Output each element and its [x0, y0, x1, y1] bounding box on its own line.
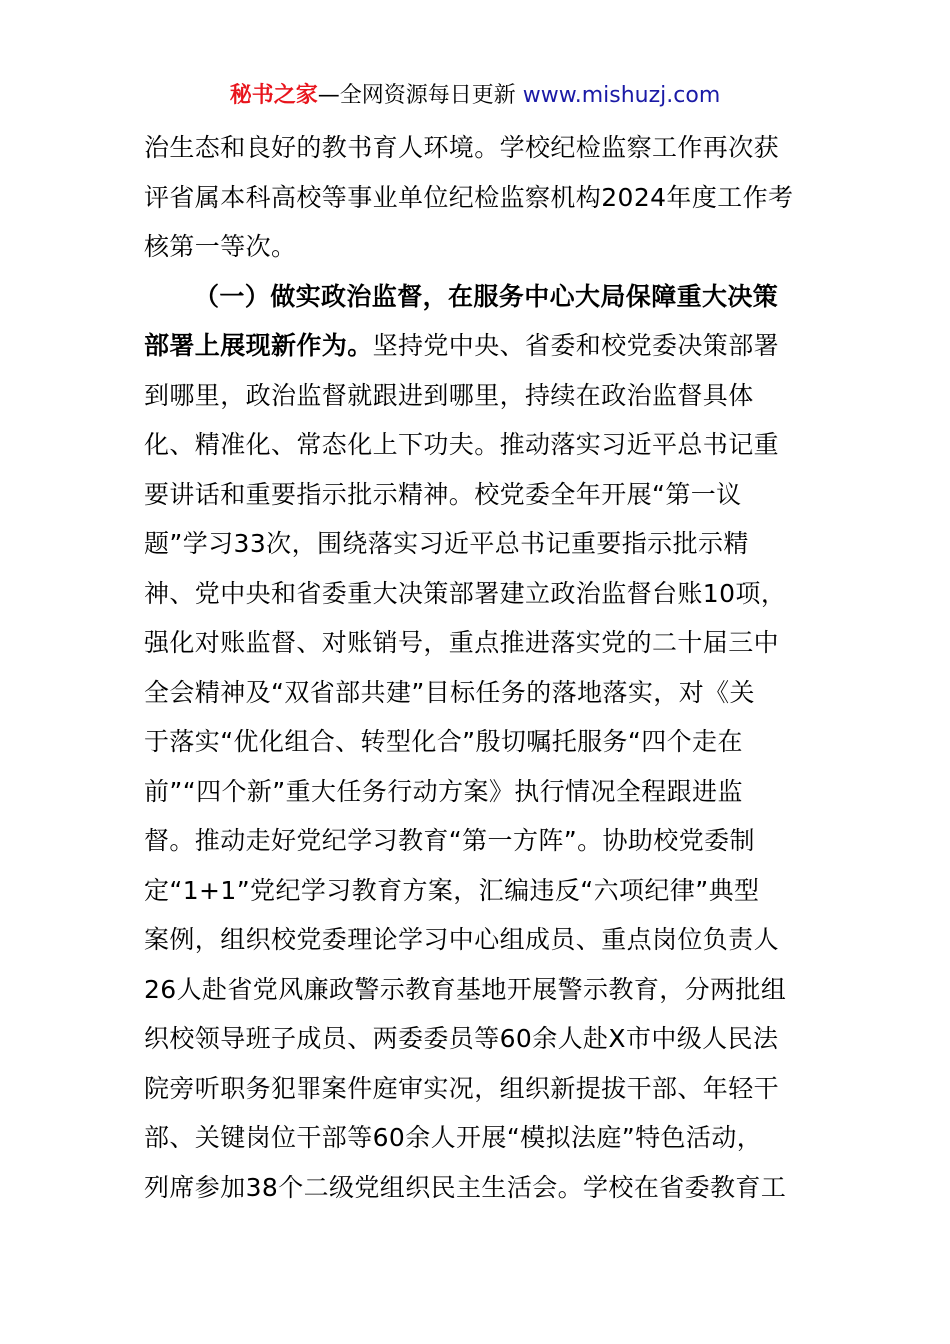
text-line: 核第一等次。 [144, 232, 297, 261]
text-line: 定“1+1”党纪学习教育方案，汇编违反“六项纪律”典型 [144, 875, 760, 905]
text-line: 列席参加38个二级党组织民主生活会。学校在省委教育工 [144, 1172, 787, 1202]
header-brand: 秘书之家 [229, 83, 318, 108]
text-line: 强化对账监督、对账销号，重点推进落实党的二十届三中 [144, 628, 780, 657]
text-line: 于落实“优化组合、转型化合”殷切嘱托服务“四个走在 [144, 727, 743, 756]
text-line: 到哪里，政治监督就跟进到哪里，持续在政治监督具体 [144, 380, 754, 410]
text-line [144, 321, 809, 371]
text-line: 要讲话和重要指示批示精神。校党委全年开展“第一议 [144, 479, 742, 509]
section-heading-cont: 部署上展现新作为。 [144, 331, 373, 360]
text-line: 部、关键岗位干部等60余人开展“模拟法庭”特色活动， [144, 1123, 763, 1152]
text-line: 题”学习33次，围绕落实习近平总书记重要指示批示精 [144, 529, 749, 558]
text-line: 全会精神及“双省部共建”目标任务的落地落实，对《关 [144, 677, 755, 707]
text-line: 治生态和良好的教书育人环境。学校纪检监察工作再次获 [144, 133, 780, 162]
text-line: 督。推动走好党纪学习教育“第一方阵”。协助校党委制 [144, 826, 755, 855]
header-tagline: —全网资源每日更新 [317, 83, 516, 108]
section-heading: （一）做实政治监督，在服务中心大局保障重大决策 [194, 281, 779, 311]
text-line: 26人赴省党风廉政警示教育基地开展警示教育，分两批组 [144, 974, 787, 1004]
document-body [144, 123, 809, 1212]
text-line: 织校领导班子成员、两委委员等60余人赴X市中级人民法 [144, 1024, 779, 1053]
text-line: 神、党中央和省委重大决策部署建立政治监督台账10项， [144, 578, 787, 608]
text-line: 评省属本科高校等事业单位纪检监察机构2024年度工作考 [144, 182, 794, 212]
page-header [0, 78, 950, 114]
text-line: 院旁听职务犯罪案件庭审实况，组织新提拔干部、年轻干 [144, 1073, 780, 1103]
text-line: 化、精准化、常态化上下功夫。推动落实习近平总书记重 [144, 430, 780, 459]
header-site-link[interactable]: www.mishuzj.com [522, 83, 721, 108]
text-line: 案例，组织校党委理论学习中心组成员、重点岗位负责人 [144, 925, 780, 954]
text-line: 前”“四个新”重大任务行动方案》执行情况全程跟进监 [144, 776, 743, 806]
text-span: 坚持党中央、省委和校党委决策部署 [372, 331, 780, 360]
